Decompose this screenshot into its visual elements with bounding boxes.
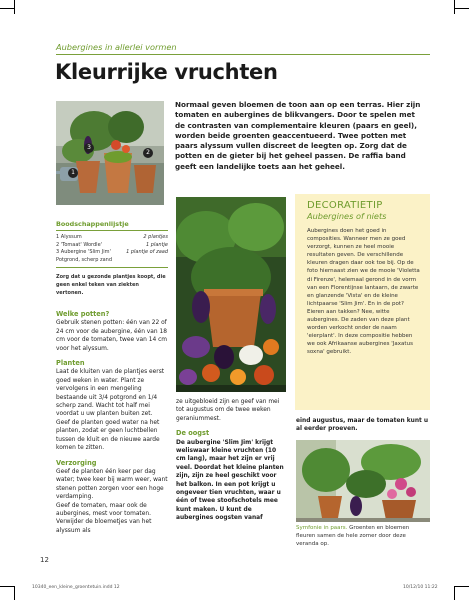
page-number: 12 (40, 556, 49, 564)
heading-welke-potten: Welke potten? (56, 310, 110, 318)
page-title: Kleurrijke vruchten (55, 60, 278, 84)
heading-planten: Planten (56, 359, 85, 368)
decoratietip-body: Aubergines doen het goed in composities. Wanneer men ze goed verzorgt, kunnen ze heel mooie resultaten geven. De verschillende kleuren dragen daar ook toe bij. Op de foto hiernaast zien we de mooie 'Violetta di Firenze', helemaal gerond in de vorm van een Florentijnse lantaarn, de zwarte en glanzende 'Vista' en de kleine lichtpaarse 'Slim Jim'. En in de pot? Eieren aan takken? Nee, witte aubergines. De zaden van deze plant worden verkocht onder de naam 'eierplant'. In deze compositie hebben we ook Afrikaanse aubergines 'Jaxatus soxna' gebruikt. (307, 228, 420, 356)
section-kicker: Aubergines in allerlei vormen (56, 42, 177, 52)
intro-text: Normaal geven bloemen de toon aan op een terras. Hier zijn tomaten en aubergines de blikvangers. Door te spelen met de contrasten van complementaire kleuren (paars en geel), worden beide groenten geaccentueerd. Twee potten met paars alyssum vullen discreet de leegten op. Zorg dat de potten en de gieter bij het geheel passen. De raffia band geeft een landelijke toets aan het geheel. (175, 100, 421, 171)
paragraph: ze uitgebloeid zijn en geef van mei tot augustus om de twee weken geraniummest. (176, 399, 280, 422)
photo-label-3: 3 (84, 143, 94, 153)
crop-mark (454, 586, 455, 600)
paragraph: Geef de planten één keer per dag water; twee keer bij warm weer, want stenen potten zorgen voor een hoge verdamping. (56, 468, 168, 501)
main-photo (176, 197, 286, 392)
photo-label-1: 1 (68, 168, 78, 178)
decoratietip-subtitle: Aubergines of niets (307, 211, 387, 221)
paragraph: De aubergine 'Slim Jim' krijgt weliswaar kleine vruchten (10 cm lang), maar het zijn er vrij veel. Doordat het kleine planten zijn, zijn ze heel geschikt voor het balkon. In een pot krijgt u ongeveer tien vruchten, waar u één of twee stoofschotels mee kunt maken. U kunt de aubergines oogsten vanaf (176, 439, 284, 522)
paragraph: Laat de kluiten van de plantjes eerst goed weken in water. Plant ze vervolgens in een mengeling bestaande uit 3/4 potgrond en 1/4 scherp zand. Wacht tot half mei voordat u uw planten buiten zet. Geef de planten goed water na het planten, zodat er geen luchtbellen tussen de kluit en de nieuwe aarde komen te zitten. (56, 369, 165, 452)
shopping-list-title: Boodschappenlijstje (56, 220, 168, 231)
paragraph: Gebruik stenen potten: één van 22 of 24 cm voor de aubergine, één van 18 cm voor de tomaten, twee van 14 cm voor het alyssum. (56, 320, 168, 352)
list-item: 1 Alyssum 2 plantjes (56, 234, 168, 240)
column-3 (296, 417, 430, 434)
caption-text: Groenten en bloemen fleuren samen de hele zomer door deze veranda op. (296, 525, 410, 547)
crop-mark (0, 586, 14, 587)
crop-mark (0, 8, 14, 9)
paragraph: Geef de tomaten, maar ook de aubergines, mest voor tomaten. Verwijder de bloemetjes van het alyssum als (56, 502, 152, 534)
veranda-illustration (296, 440, 430, 522)
crop-mark (14, 586, 15, 600)
decoratietip-box (295, 194, 430, 410)
paragraph: eind augustus, maar de tomaten kunt u al eerder proeven. (296, 418, 429, 433)
list-item: 2 'Tomaat' Wordle' 1 plantje (56, 241, 168, 248)
vegetables-illustration (176, 197, 286, 392)
crop-mark (454, 0, 455, 14)
veranda-photo (296, 440, 430, 522)
crop-mark (455, 586, 469, 587)
shopping-list (56, 220, 168, 297)
footer-file: 10340_een_kleine_groentetuin.indd 12 (32, 585, 120, 590)
column-1 (56, 304, 168, 535)
header-rule (56, 54, 430, 55)
list-item: Potgrond, scherp zand (56, 256, 113, 263)
column-2 (176, 398, 286, 523)
footer-date: 10/12/10 11:22 (403, 585, 438, 590)
crop-mark (455, 8, 469, 9)
caption-lead: Symfonie in paars. (296, 525, 348, 531)
photo-caption (296, 524, 430, 548)
heading-de-oogst: De oogst (176, 429, 210, 438)
decoratietip-label: DECORATIETIP (307, 200, 383, 211)
crop-mark (14, 0, 15, 14)
list-item: 3 Aubergine 'Slim Jim' 1 plantje of zaad (56, 249, 168, 256)
photo-label-2: 2 (143, 148, 153, 158)
shopping-note: Zorg dat u gezonde plantjes koopt, die geen enkel teken van ziekten vertonen. (56, 274, 166, 296)
pots-photo (56, 101, 164, 205)
heading-verzorging: Verzorging (56, 458, 97, 467)
